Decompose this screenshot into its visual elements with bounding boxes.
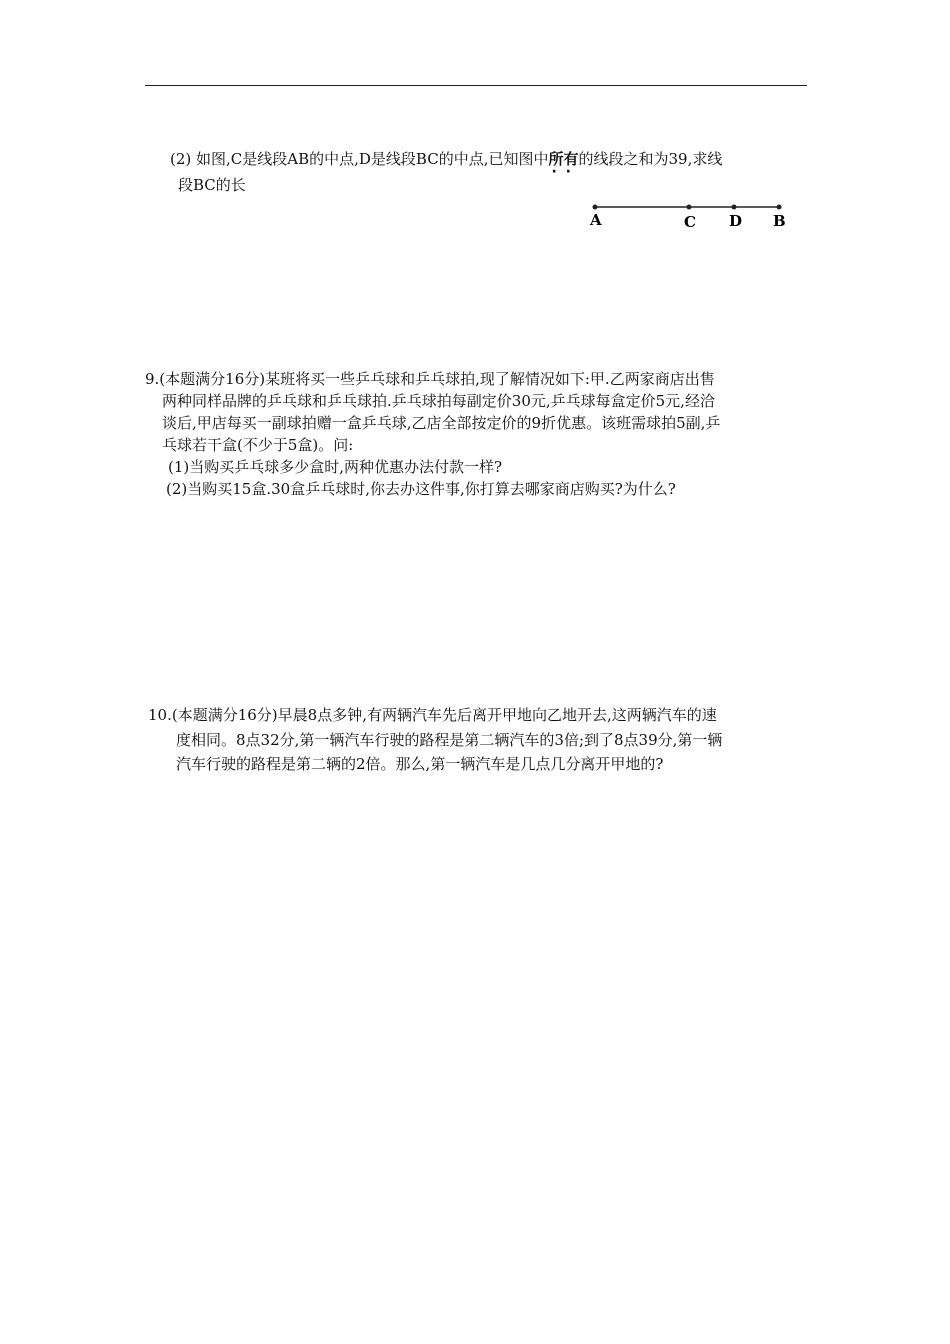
emphasis-word: 所有 · ·	[548, 150, 578, 168]
q9-sub2: (2)当购买15盒.30盒乒乓球时,你去办这件事,你打算去哪家商店购买?为什么?	[166, 480, 676, 498]
q9-line1: 9.(本题满分16分)某班将买一些乒乓球和乒乓球拍,现了解情况如下:甲.乙两家商店出售	[145, 370, 715, 388]
segment-diagram	[585, 198, 795, 234]
q8-part2-tail: 的线段之和为39,求线	[578, 150, 723, 168]
point-c-dot	[687, 205, 692, 210]
point-d-label: D	[729, 212, 743, 230]
q8-part2-line1	[170, 148, 722, 170]
q10-line1: 10.(本题满分16分)早晨8点多钟,有两辆汽车先后离开甲地向乙地开去,这两辆汽车的速	[148, 706, 717, 724]
point-a-dot	[593, 205, 598, 210]
q9-line2: 两种同样品牌的乒乓球和乒乓球拍.乒乓球拍每副定价30元,乒乓球每盒定价5元,经洽	[162, 392, 715, 410]
point-d-dot	[732, 205, 737, 210]
header-rule	[145, 85, 807, 86]
q8-part2-line2: 段BC的长	[178, 176, 246, 194]
point-a-label: A	[590, 211, 602, 229]
point-b-label: B	[773, 212, 786, 230]
q8-part2-text: (2) 如图,C是线段AB的中点,D是线段BC的中点,已知图中	[170, 150, 549, 168]
point-c-label: C	[684, 213, 696, 231]
q9-line4: 乓球若干盒(不少于5盒)。问:	[162, 436, 354, 454]
point-b-dot	[777, 205, 782, 210]
q10-line3: 汽车行驶的路程是第二辆的2倍。那么,第一辆汽车是几点几分离开甲地的?	[176, 755, 664, 773]
q9-sub1: (1)当购买乒乓球多少盒时,两种优惠办法付款一样?	[168, 458, 503, 476]
q9-line3: 谈后,甲店每买一副球拍赠一盒乒乓球,乙店全部按定价的9折优惠。该班需球拍5副,乒	[162, 414, 721, 432]
q10-line2: 度相同。8点32分,第一辆汽车行驶的路程是第二辆汽车的3倍;到了8点39分,第一辆	[176, 731, 723, 749]
